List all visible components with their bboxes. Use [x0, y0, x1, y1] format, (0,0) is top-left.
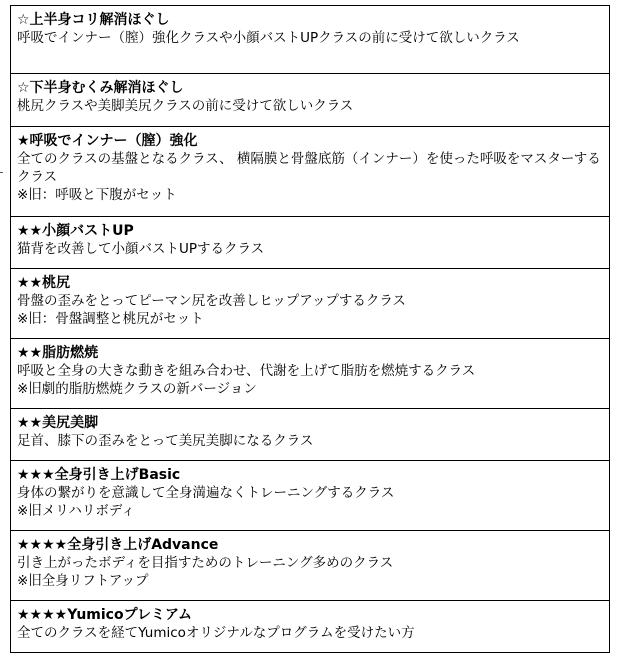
class-title: ★★脂肪燃焼 — [17, 345, 99, 361]
left-edge-mark — [0, 172, 3, 173]
class-description: 猫背を改善して小顔バストUPするクラス — [17, 241, 265, 257]
class-title: ★★小顔バストUP — [17, 223, 134, 239]
class-title: ☆上半身コリ解消ほぐし — [17, 12, 170, 28]
class-row-small-face-bust — [10, 217, 610, 269]
class-title: ★★★全身引き上げBasic — [17, 467, 181, 483]
class-description: 骨盤の歪みをとってピーマン尻を改善しヒップアップするクラス — [17, 293, 406, 309]
class-description: 全てのクラスの基盤となるクラス、 横隔膜と骨盤底筋（インナー）を使った呼吸をマスターするクラス — [17, 151, 601, 185]
class-note: ※旧：骨盤調整と桃尻がセット — [17, 311, 204, 327]
class-title: ★呼吸でインナー（膣）強化 — [17, 133, 198, 149]
class-description: 全てのクラスを経てYumicoオリジナルなプログラムを受けたい方 — [17, 625, 415, 641]
class-note: ※旧メリハリボディ — [17, 503, 135, 519]
class-note: ※旧全身リフトアップ — [17, 573, 149, 589]
class-row-fat-burning — [10, 339, 610, 409]
class-row-lift-basic — [10, 461, 610, 531]
class-title: ★★★★Yumicoプレミアム — [17, 607, 193, 623]
class-row-breathing-inner — [10, 127, 610, 217]
class-note: ※旧：呼吸と下腹がセット — [17, 187, 177, 203]
class-description: 呼吸でインナー（膣）強化クラスや小顔バストUPクラスの前に受けて欲しいクラス — [17, 30, 520, 46]
class-description: 呼吸と全身の大きな動きを組み合わせ、代謝を上げて脂肪を燃焼するクラス — [17, 363, 476, 379]
class-note: ※旧劇的脂肪燃焼クラスの新バージョン — [17, 381, 257, 397]
class-title: ★★★★全身引き上げAdvance — [17, 537, 219, 553]
class-list-table — [10, 5, 610, 653]
class-title: ★★桃尻 — [17, 275, 71, 291]
class-row-upper-body-release — [10, 6, 610, 74]
class-description: 桃尻クラスや美脚美尻クラスの前に受けて欲しいクラス — [17, 98, 354, 114]
class-title: ☆下半身むくみ解消ほぐし — [17, 80, 184, 96]
class-row-peach-hip — [10, 269, 610, 339]
class-description: 引き上がったボディを目指すためのトレーニング多めのクラス — [17, 555, 394, 571]
class-row-beautiful-hip-legs — [10, 409, 610, 461]
class-row-lift-advance — [10, 531, 610, 601]
class-title: ★★美尻美脚 — [17, 415, 99, 431]
class-description: 足首、膝下の歪みをとって美尻美脚になるクラス — [17, 433, 314, 449]
class-description: 身体の繋がりを意識して全身満遍なくトレーニングするクラス — [17, 485, 395, 501]
class-row-lower-body-release — [10, 74, 610, 127]
class-row-yumico-premium — [10, 601, 610, 653]
